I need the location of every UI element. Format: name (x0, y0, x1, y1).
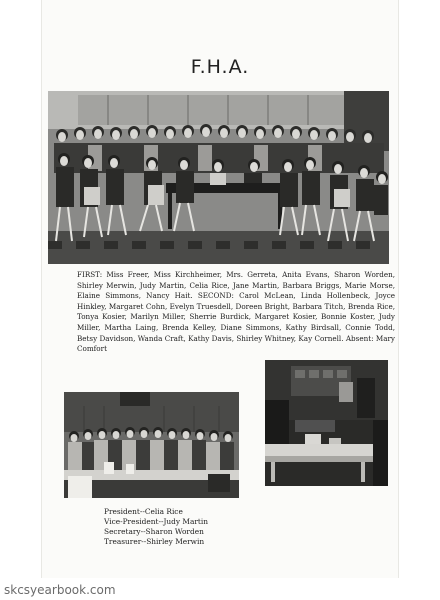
photo-caption: FIRST: Miss Freer, Miss Kirchheimer, Mrs. Gerreta, Anita Evans, Sharon Worden, Shirley Merwin, Judy Martin, Celia Rice, Jane Martin, Barbara Briggs, Marie Morse, Elaine Simmons, Nancy Hait. SECOND: Carol McLean, Linda Hollenbeck, Joyce Hinkley, Margaret Cohn, Evelyn Truesdell, Doreen Bright, Barbara Titch, Brenda Rice, Tonya Kosier, Marilyn Miller, Sherrie Burdick, Margaret Kosier, Bonnie Koster, Judy Miller, Martha Laing, Brenda Kelley, Diane Simmons, Kathy Birdsall, Connie Todd, Betsy Davidson, Wanda Craft, Kathy Davis, Shirley Whitney, Kay Cornell. Absent: Mary Comfort (77, 270, 395, 354)
page-title: F.H.A. (190, 56, 250, 78)
officer-vice-president: Vice-President--Judy Martin (104, 517, 209, 526)
officers-photo (64, 392, 239, 498)
officer-treasurer: Treasurer--Shirley Merwin (104, 537, 205, 546)
officers-list (104, 507, 208, 547)
officer-president: President--Celia Rice (104, 507, 183, 516)
group-photo (48, 91, 389, 264)
classroom-photo (265, 360, 388, 486)
yearbook-page (42, 0, 398, 578)
officer-secretary: Secretary--Sharon Worden (104, 527, 204, 536)
site-watermark: skcsyearbook.com (4, 583, 116, 597)
